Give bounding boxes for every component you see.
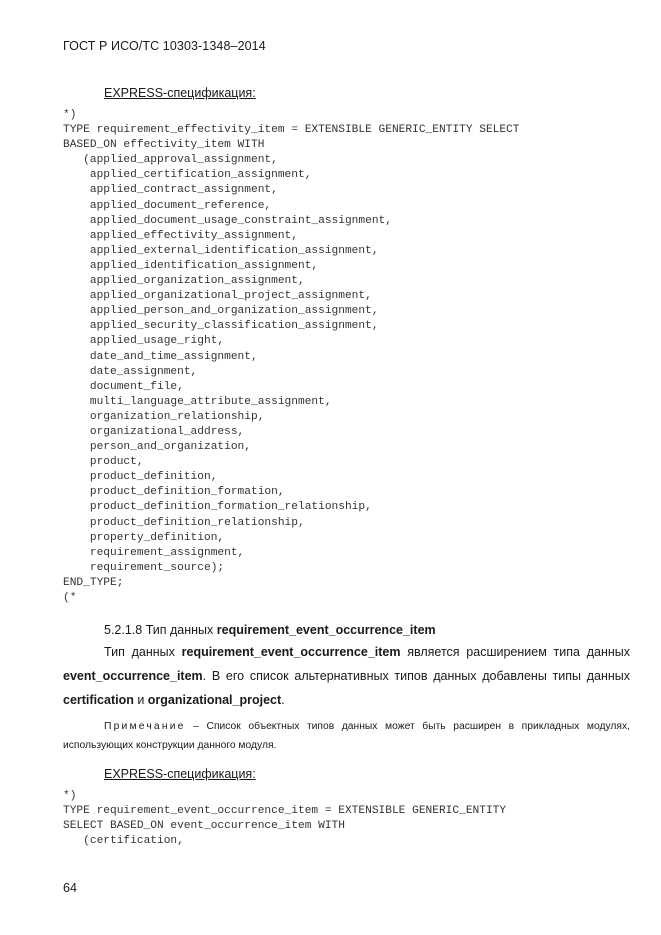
paragraph-type-name: organizational_project (147, 693, 282, 707)
paragraph-type-name: certification (63, 693, 134, 707)
section-type-name: requirement_event_occurrence_item (216, 623, 436, 637)
paragraph-text: . (281, 693, 285, 707)
note-label: Примечание (104, 721, 186, 732)
section-number: 5.2.1.8 Тип данных (104, 623, 217, 637)
page-number: 64 (63, 881, 77, 895)
express-code-block-2: *) TYPE requirement_event_occurrence_item = EXTENSIBLE GENERIC_ENTITY SELECT BASED_ON event_occurrence_item WITH (certification, (63, 790, 507, 848)
paragraph-text: Тип данных (104, 645, 182, 659)
express-spec-heading-2: EXPRESS-спецификация: (104, 767, 256, 781)
paragraph-type-name: event_occurrence_item (63, 669, 203, 683)
paragraph-type-name: requirement_event_occurrence_item (181, 645, 401, 659)
section-title (104, 623, 436, 637)
note-paragraph (63, 717, 630, 755)
body-paragraph (63, 640, 630, 712)
paragraph-text: и (133, 693, 148, 707)
paragraph-text: . В его список альтернативных типов данных добавлены типы данных (202, 669, 630, 683)
note-text: – Список объектных типов данных может быть расширен в прикладных модулях, использующих конструкции данного модуля. (63, 721, 630, 751)
express-spec-heading: EXPRESS-спецификация: (104, 86, 256, 100)
paragraph-text: является расширением типа данных (400, 645, 630, 659)
express-code-block: *) TYPE requirement_effectivity_item = EXTENSIBLE GENERIC_ENTITY SELECT BASED_ON effectivity_item WITH (applied_approval_assignment, applied_certification_assignment, applied_contract_assignment, applied_document_reference, applied_document_usage_constraint_assignment, applied_effectivity_assignment, applied_external_identification_assignment, applied_identification_assignment, applied_organization_assignment, applied_organizational_project_assignment, applied_person_and_organization_assignment, applied_security_classification_assignment, applied_usage_right, date_and_time_assignment, date_assignment, document_file, multi_language_attribute_assignment, organization_relationship, organizational_address, person_and_organization, product, product_definition, product_definition_formation, product_definition_formation_relationship, product_definition_relationship, property_definition, requirement_assignment, requirement_source); END_TYPE; (* (63, 109, 520, 604)
document-header: ГОСТ Р ИСО/ТС 10303-1348–2014 (63, 39, 266, 53)
